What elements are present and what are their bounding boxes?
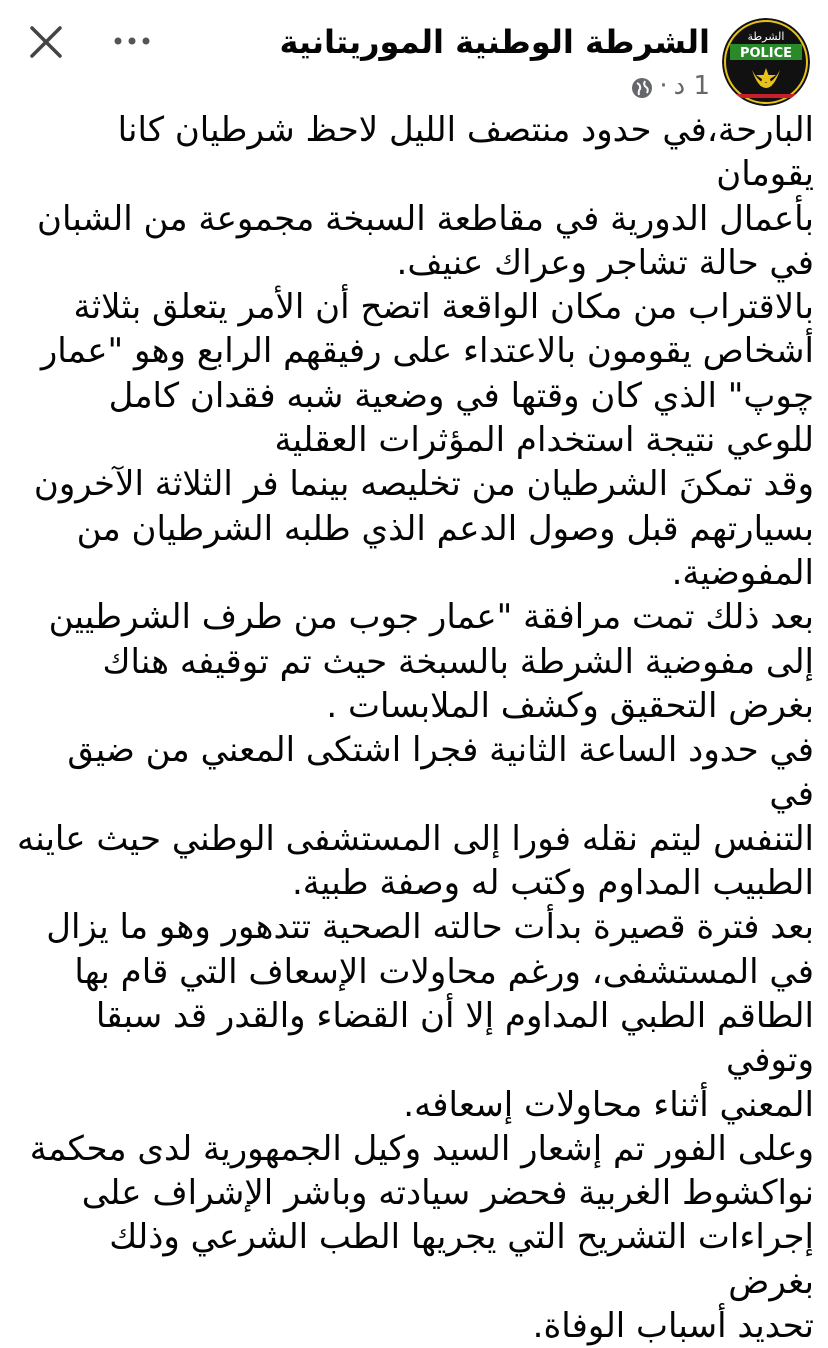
post-paragraph: في حدود الساعة الثانية فجرا اشتكى المعني من ضيق في التنفس ليتم نقله فورا إلى المستشفى الوطني حيث عاينه الطبيب المداوم وكتب له وصفة طبية.	[16, 730, 814, 904]
police-logo-icon	[722, 18, 810, 106]
post-body	[14, 108, 814, 1348]
close-icon	[24, 20, 68, 64]
post-header	[0, 0, 828, 108]
post-time[interactable]: 1 د	[673, 71, 710, 101]
post-paragraph: وقد تمكنَ الشرطيان من تخليصه بينما فر الثلاثة الآخرون بسيارتهم قبل وصول الدعم الذي طلبه الشرطيان من المفوضية.	[33, 464, 814, 593]
post-paragraph: وعلى الفور تم إشعار السيد وكيل الجمهورية لدى محكمة نواكشوط الغربية فحضر سيادته وباشر الإشراف على إجراءات التشريح التي يجريها الطب الشرعي وذلك بغرض تحديد أسباب الوفاة.	[29, 1128, 814, 1347]
post-paragraph: بعد فترة قصيرة بدأت حالته الصحية تتدهور وهو ما يزال في المستشفى، ورغم محاولات الإسعاف التي قام بها الطاقم الطبي المداوم إلا أن القضاء والقدر قد سبقا وتوفي المعني أثناء محاولات إسعافه.	[46, 907, 814, 1125]
avatar-label-top: الشرطة	[747, 30, 785, 43]
page-name[interactable]: الشرطة الوطنية الموريتانية	[279, 23, 710, 61]
page-avatar[interactable]	[722, 18, 810, 106]
meta-separator: ·	[659, 71, 668, 101]
more-options-button[interactable]	[110, 26, 154, 56]
close-button[interactable]	[24, 20, 68, 64]
more-horizontal-icon	[110, 26, 154, 56]
globe-icon	[631, 75, 653, 97]
post-paragraph: بالاقتراب من مكان الواقعة اتضح أن الأمر يتعلق بثلاثة أشخاص يقومون بالاعتداء على رفيقهم الرابع وهو "عمار چوپ" الذي كان وقتها في وضعية شبه فقدان كامل للوعي نتيجة استخدام المؤثرات العقلية	[40, 287, 814, 461]
post-meta	[631, 70, 710, 102]
avatar-label-police: POLICE	[739, 46, 793, 61]
post-paragraph: البارحة،في حدود منتصف الليل لاحظ شرطيان كانا يقومان بأعمال الدورية في مقاطعة السبخة مجموعة من الشبان في حالة تشاجر وعراك عنيف.	[36, 110, 814, 283]
post-paragraph: بعد ذلك تمت مرافقة "عمار جوب من طرف الشرطيين إلى مفوضية الشرطة بالسبخة حيث تم توقيفه هناك بغرض التحقيق وكشف الملابسات .	[48, 597, 814, 726]
